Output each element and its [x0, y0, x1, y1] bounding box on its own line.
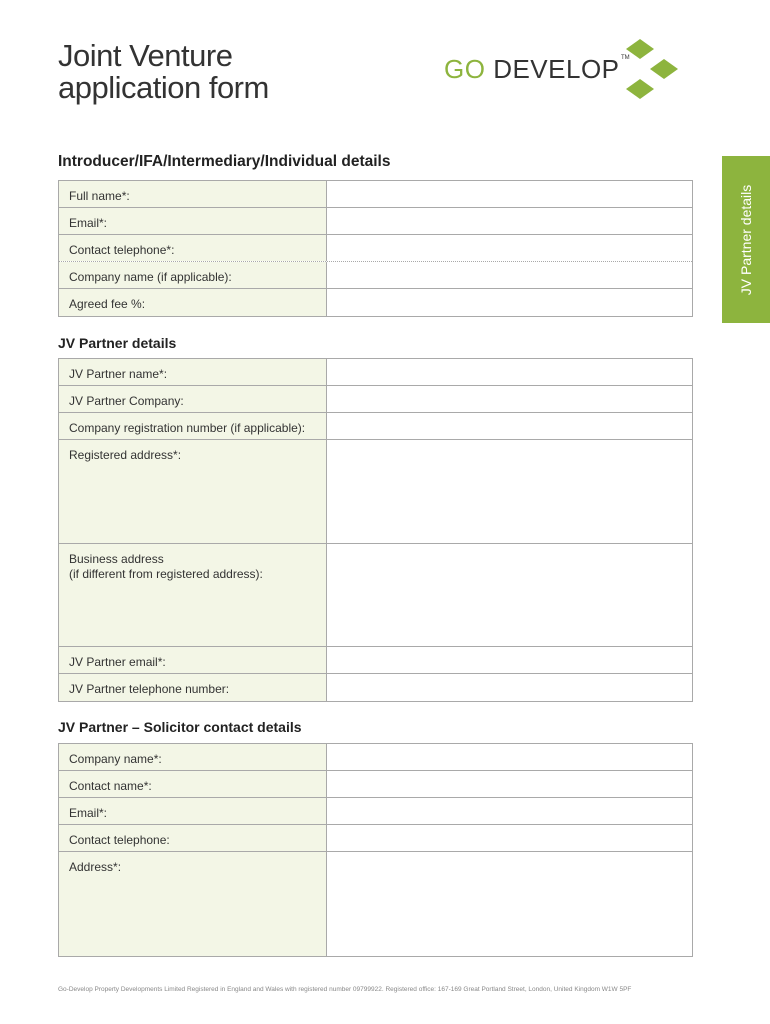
field-label: Company registration number (if applicable):	[59, 413, 327, 439]
field-label: Registered address*:	[59, 440, 327, 543]
jv-partner-name-field[interactable]	[327, 359, 692, 385]
table-row	[59, 440, 692, 544]
solicitor-telephone-field[interactable]	[327, 825, 692, 851]
field-label: Company name (if applicable):	[59, 262, 327, 288]
table-row	[59, 852, 692, 956]
table-row	[59, 798, 692, 825]
table-row	[59, 181, 692, 208]
jv-partner-company-field[interactable]	[327, 386, 692, 412]
logo-go: GO	[444, 54, 486, 84]
field-label: Company name*:	[59, 744, 327, 770]
table-row	[59, 744, 692, 771]
field-label	[59, 544, 327, 646]
email-field[interactable]	[327, 208, 692, 234]
field-label: JV Partner email*:	[59, 647, 327, 673]
field-label: Contact telephone:	[59, 825, 327, 851]
side-tab-label: JV Partner details	[738, 184, 754, 295]
solicitor-address-field[interactable]	[327, 852, 692, 956]
field-label: Contact telephone*:	[59, 235, 327, 261]
section-heading-solicitor: JV Partner – Solicitor contact details	[58, 719, 302, 735]
go-develop-logo	[444, 38, 696, 102]
footer-registration-text: Go-Develop Property Developments Limited Registered in England and Wales with registered number 09799922. Registered office: 167-169 Great Portland Street, London, United Kingdom W1W 5PF	[58, 986, 632, 993]
introducer-details-table	[58, 180, 693, 317]
field-label: Agreed fee %:	[59, 289, 327, 316]
title-line-1: Joint Venture	[58, 38, 233, 73]
section-heading-introducer: Introducer/IFA/Intermediary/Individual details	[58, 153, 391, 170]
field-label-line-2: (if different from registered address):	[69, 567, 263, 581]
field-label: Full name*:	[59, 181, 327, 207]
table-row	[59, 413, 692, 440]
logo-trademark: TM	[621, 55, 630, 61]
solicitor-email-field[interactable]	[327, 798, 692, 824]
table-row	[59, 262, 692, 289]
jv-partner-details-table	[58, 358, 693, 702]
full-name-field[interactable]	[327, 181, 692, 207]
field-label: JV Partner Company:	[59, 386, 327, 412]
table-row	[59, 386, 692, 413]
table-row	[59, 771, 692, 798]
logo-wordmark	[444, 54, 620, 85]
business-address-field[interactable]	[327, 544, 692, 646]
solicitor-contact-name-field[interactable]	[327, 771, 692, 797]
diamond-logo-icon	[614, 38, 696, 102]
contact-telephone-field[interactable]	[327, 235, 692, 261]
company-registration-field[interactable]	[327, 413, 692, 439]
field-label: Address*:	[59, 852, 327, 956]
field-label-line-1: Business address	[69, 552, 164, 566]
table-row	[59, 235, 692, 262]
table-row	[59, 289, 692, 316]
jv-partner-telephone-field[interactable]	[327, 674, 692, 701]
title-line-2: application form	[58, 70, 269, 105]
page-title	[58, 40, 269, 104]
table-row	[59, 359, 692, 386]
logo-develop: DEVELOP	[493, 54, 620, 84]
field-label: Contact name*:	[59, 771, 327, 797]
solicitor-details-table	[58, 743, 693, 957]
field-label: JV Partner telephone number:	[59, 674, 327, 701]
company-name-field[interactable]	[327, 262, 692, 288]
table-row	[59, 544, 692, 647]
field-label: Email*:	[59, 208, 327, 234]
field-label: Email*:	[59, 798, 327, 824]
agreed-fee-field[interactable]	[327, 289, 692, 316]
solicitor-company-name-field[interactable]	[327, 744, 692, 770]
field-label: JV Partner name*:	[59, 359, 327, 385]
jv-partner-email-field[interactable]	[327, 647, 692, 673]
table-row	[59, 647, 692, 674]
table-row	[59, 208, 692, 235]
table-row	[59, 674, 692, 701]
section-heading-jv-partner: JV Partner details	[58, 335, 177, 351]
side-tab	[722, 156, 770, 323]
table-row	[59, 825, 692, 852]
registered-address-field[interactable]	[327, 440, 692, 543]
